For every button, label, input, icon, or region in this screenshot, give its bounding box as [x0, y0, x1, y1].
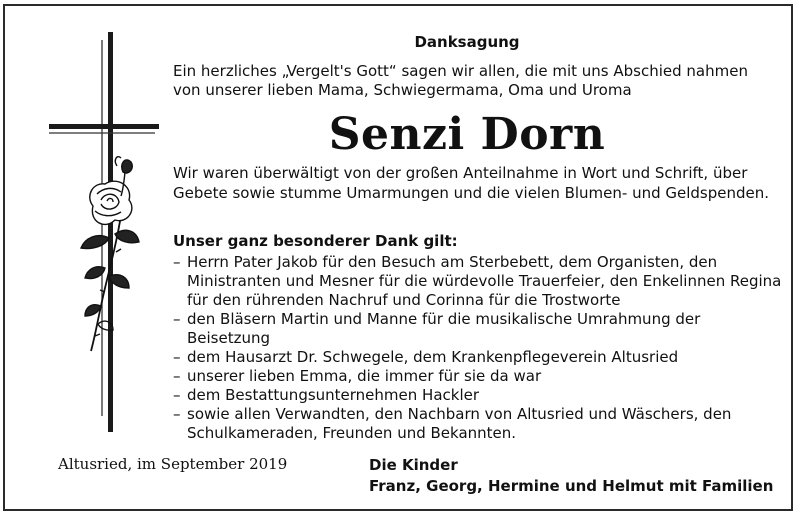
- dash-bullet: –: [173, 386, 181, 404]
- list-item: [173, 310, 783, 348]
- list-item: [173, 386, 783, 405]
- dash-bullet: –: [173, 310, 181, 328]
- dash-bullet: –: [173, 348, 181, 366]
- dash-bullet: –: [173, 253, 181, 271]
- notice-heading: Danksagung: [414, 33, 520, 51]
- gratitude-text: Wir waren überwältigt von der großen Anteilnahme in Wort und Schrift, über Gebete sowie stumme Umarmungen und die vielen Blumen- und Geldspenden.: [173, 164, 770, 202]
- signature-line-2: Franz, Georg, Hermine und Helmut mit Familien: [369, 477, 774, 495]
- dash-bullet: –: [173, 405, 181, 423]
- list-item-text: dem Hausarzt Dr. Schwegele, dem Krankenpflegeverein Altusried: [187, 348, 679, 366]
- deceased-name: Senzi Dorn: [328, 109, 606, 160]
- list-item: [173, 405, 783, 443]
- dash-bullet: –: [173, 367, 181, 385]
- signature: [369, 455, 773, 497]
- list-item: [173, 367, 783, 386]
- signature-line-1: Die Kinder: [369, 456, 458, 474]
- cross-icon: [5, 6, 175, 446]
- list-item: [173, 348, 783, 367]
- list-item-text: dem Bestattungsunternehmen Hackler: [187, 386, 480, 404]
- intro-text: Ein herzliches „Vergelt's Gott“ sagen wir allen, die mit uns Abschied nahmen von unserer lieben Mama, Schwiegermama, Oma und Uroma: [173, 62, 748, 99]
- list-item-text: Herrn Pater Jakob für den Besuch am Sterbebett, dem Organisten, den Ministranten und Mesner für die würdevolle Trauerfeier, den Enkelinnen Regina für den rührenden Nachruf und Corinna für die Trostworte: [187, 253, 782, 309]
- list-item-text: den Bläsern Martin und Manne für die musikalische Umrahmung der Beisetzung: [187, 310, 701, 347]
- list-item-text: unserer lieben Emma, die immer für sie da war: [187, 367, 542, 385]
- place-date: Altusried, im September 2019: [58, 455, 288, 473]
- thanks-heading: Unser ganz besonderer Dank gilt:: [173, 232, 458, 250]
- list-item-text: sowie allen Verwandten, den Nachbarn von Altusried und Wäschers, den Schulkameraden, Freunden und Bekannten.: [187, 405, 732, 442]
- thanks-list: [173, 253, 783, 443]
- list-item: [173, 253, 783, 310]
- obituary-notice: [3, 4, 793, 511]
